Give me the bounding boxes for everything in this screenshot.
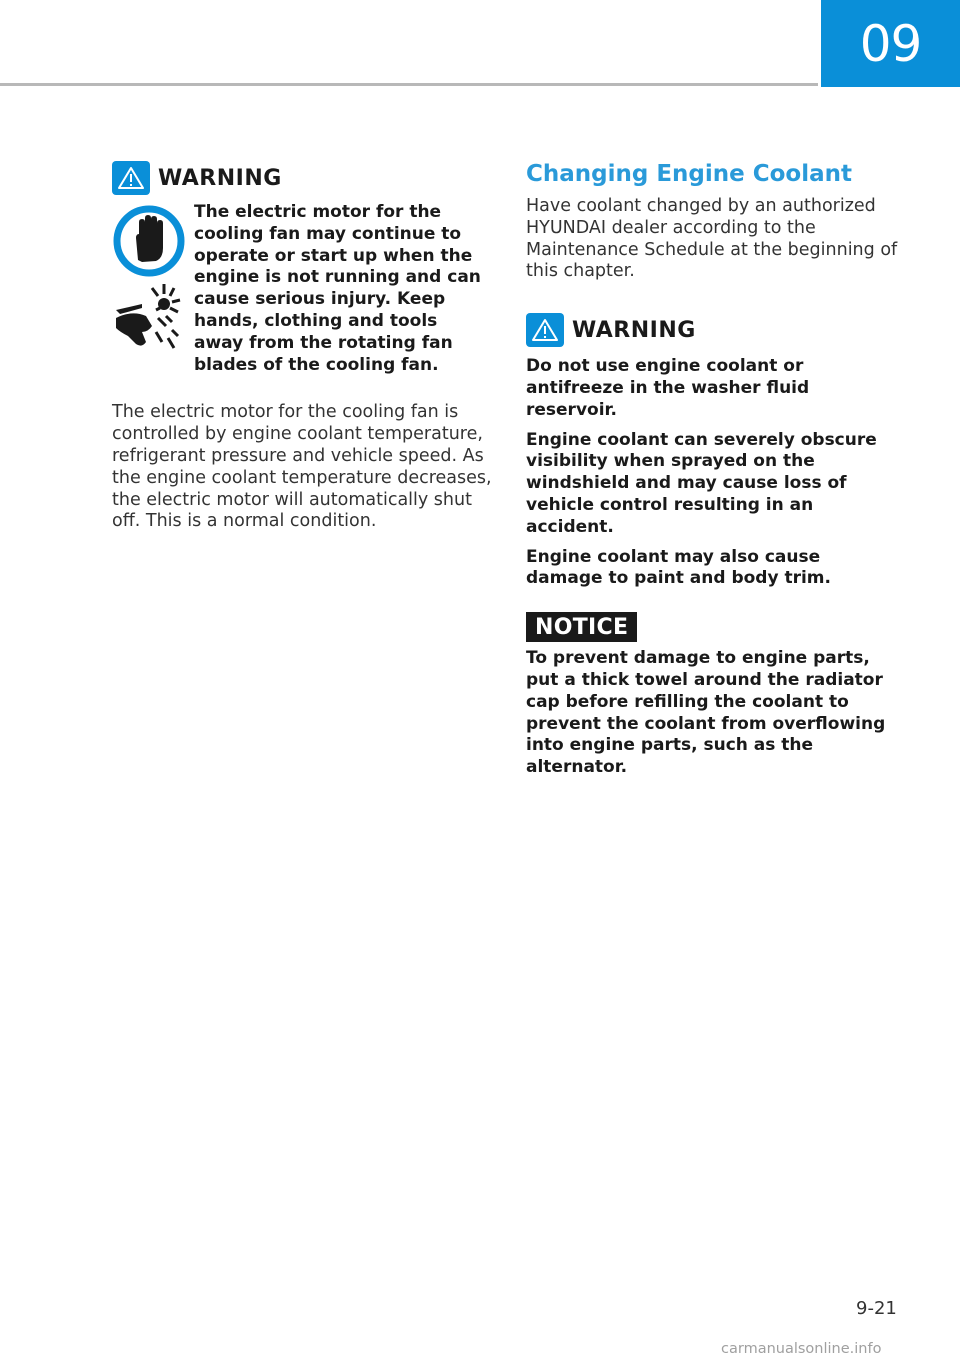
right-column — [526, 158, 902, 787]
warning-label: WARNING — [158, 165, 282, 191]
notice-block — [526, 612, 902, 779]
warning-icons — [112, 202, 194, 376]
warning-header — [112, 158, 492, 198]
watermark: carmanualsonline.info — [721, 1341, 882, 1357]
warning-text: The electric motor for the cooling fan may continue to operate or start up when the engine is not running and can cause serious injury. Keep hands, clothing and tools away from the rotating fan blades of the cooling fan. — [194, 202, 481, 375]
warning-header-right — [526, 310, 902, 350]
chapter-number: 09 — [859, 14, 922, 73]
intro-paragraph: Have coolant changed by an authorized HYUNDAI dealer according to the Maintenance Schedule at the beginning of this chapter. — [526, 196, 898, 282]
left-column — [112, 158, 492, 533]
section-title: Changing Engine Coolant — [526, 161, 853, 187]
warning-paragraphs — [526, 356, 902, 590]
stop-hand-icon — [112, 204, 186, 278]
warning-paragraph-2: Engine coolant can severely obscure visibility when sprayed on the windshield and may cause loss of vehicle control resulting in an accident. — [526, 429, 877, 537]
warning-triangle-icon — [526, 313, 564, 347]
header-rule — [0, 83, 818, 86]
notice-badge: NOTICE — [526, 612, 637, 642]
warning-paragraph-3: Engine coolant may also cause damage to paint and body trim. — [526, 546, 831, 589]
warning-triangle-icon — [112, 161, 150, 195]
body-paragraph: The electric motor for the cooling fan is controlled by engine coolant temperature, refrigerant pressure and vehicle speed. As the engine coolant temperature decreases, the electric motor will automatically shut off. This is a normal condition. — [112, 402, 492, 532]
chapter-tab — [821, 0, 960, 87]
warning-label: WARNING — [572, 317, 696, 343]
warning-paragraph-1: Do not use engine coolant or antifreeze in the washer fluid reservoir. — [526, 356, 810, 420]
notice-text: To prevent damage to engine parts, put a thick towel around the radiator cap before refilling the coolant to prevent the coolant from overflowing into engine parts, such as the alternator. — [526, 648, 886, 778]
page-number: 9-21 — [856, 1298, 897, 1319]
warning-body — [112, 202, 492, 376]
fan-hand-icon — [112, 282, 188, 354]
